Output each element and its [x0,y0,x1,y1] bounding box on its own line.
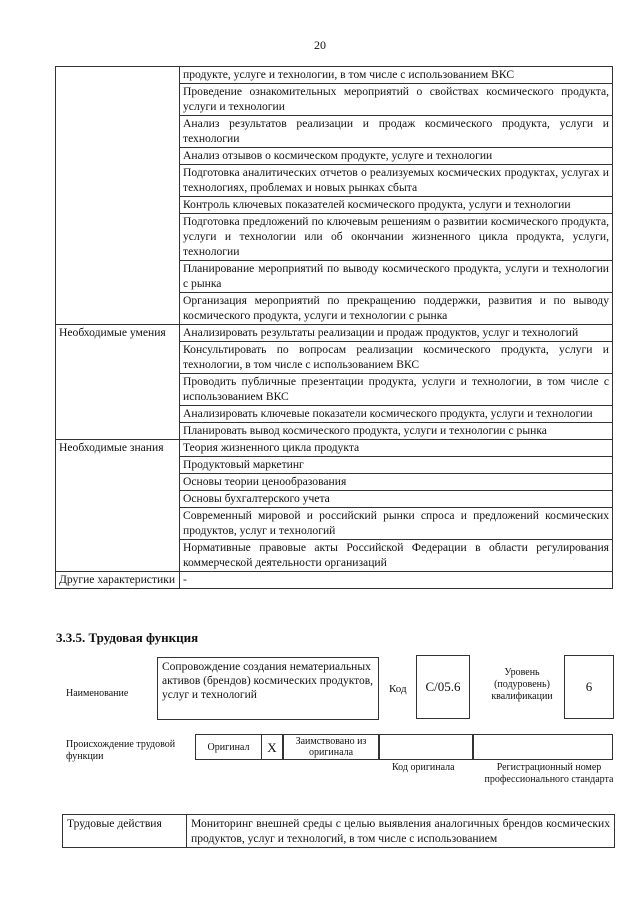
origin-label: Происхождение трудовой функции [66,739,176,762]
requirement-item: - [180,572,613,589]
requirement-item: Контроль ключевых показателей космического продукта, услуги и технологии [180,197,613,214]
table-row [56,325,613,342]
requirement-item: Теория жизненного цикла продукта [180,440,613,457]
code-field: С/05.6 [416,655,470,719]
section-heading: 3.3.5. Трудовая функция [56,630,199,645]
requirement-item: Планировать вывод космического продукта, услуги и технологии с рынка [180,423,613,440]
level-label: Уровень (подуровень) квалификации [491,667,553,702]
requirement-item: Организация мероприятий по прекращению поддержки, развития и по выводу космического продукта, услуги и технологии с рынка [180,293,613,325]
borrowed-label: Заимствовано из оригинала [283,734,379,760]
table-row [56,440,613,457]
labor-actions-table [62,814,615,848]
name-label: Наименование [66,688,129,699]
reg-number-caption: Регистрационный номер профессионального стандарта [484,762,614,785]
requirement-item: Подготовка аналитических отчетов о реализуемых космических продуктах, услугах и технологиях, проблемах и новых рынках сбыта [180,165,613,197]
function-name-field: Сопровождение создания нематериальных активов (брендов) космических продуктов, услуг и технологий [157,657,379,720]
reg-number-field [473,734,613,760]
requirement-item: Консультировать по вопросам реализации космического продукта, услуги и технологии, в том числе с использованием ВКС [180,342,613,374]
original-mark: X [261,734,283,760]
requirement-item: Анализ результатов реализации и продаж космического продукта, услуги и технологии [180,116,613,148]
actions-label: Трудовые действия [63,815,187,848]
requirements-table [55,66,613,589]
table-row [56,67,613,84]
code-original-caption: Код оригинала [392,762,455,773]
requirement-item: Нормативные правовые акты Российской Федерации в области регулирования коммерческой деятельности организаций [180,540,613,572]
page-number: 20 [314,38,326,52]
requirement-item: Планирование мероприятий по выводу космического продукта, услуги и технологии с рынка [180,261,613,293]
requirement-item: Современный мировой и российский рынки спроса и предложений космических продуктов, услуг и технологий [180,508,613,540]
original-label: Оригинал [195,734,261,760]
section-label: Необходимые умения [56,325,180,440]
requirement-item: Анализ отзывов о космическом продукте, услуге и технологии [180,148,613,165]
requirement-item: Продуктовый маркетинг [180,457,613,474]
section-label [56,67,180,325]
code-original-field [379,734,473,760]
requirement-item: продукте, услуге и технологии, в том числе с использованием ВКС [180,67,613,84]
code-label: Код [389,683,407,695]
requirement-item: Основы бухгалтерского учета [180,491,613,508]
section-label: Другие характеристики [56,572,180,589]
section-label: Необходимые знания [56,440,180,572]
level-field: 6 [564,655,614,719]
requirement-item: Проведение ознакомительных мероприятий о свойствах космического продукта, услуги и технологии [180,84,613,116]
actions-text: Мониторинг внешней среды с целью выявления аналогичных брендов космических продуктов, услуг и технологий, в том числе с использованием [187,815,615,848]
requirement-item: Подготовка предложений по ключевым решениям о развитии космического продукта, услуги и технологии или об окончании жизненного цикла продукта, услуги, технологии [180,214,613,261]
origin-row [195,734,613,760]
table-row [56,572,613,589]
requirement-item: Анализировать ключевые показатели космического продукта, услуги и технологии [180,406,613,423]
requirement-item: Анализировать результаты реализации и продаж продуктов, услуг и технологий [180,325,613,342]
requirement-item: Проводить публичные презентации продукта, услуги и технологии, в том числе с использованием ВКС [180,374,613,406]
requirement-item: Основы теории ценообразования [180,474,613,491]
